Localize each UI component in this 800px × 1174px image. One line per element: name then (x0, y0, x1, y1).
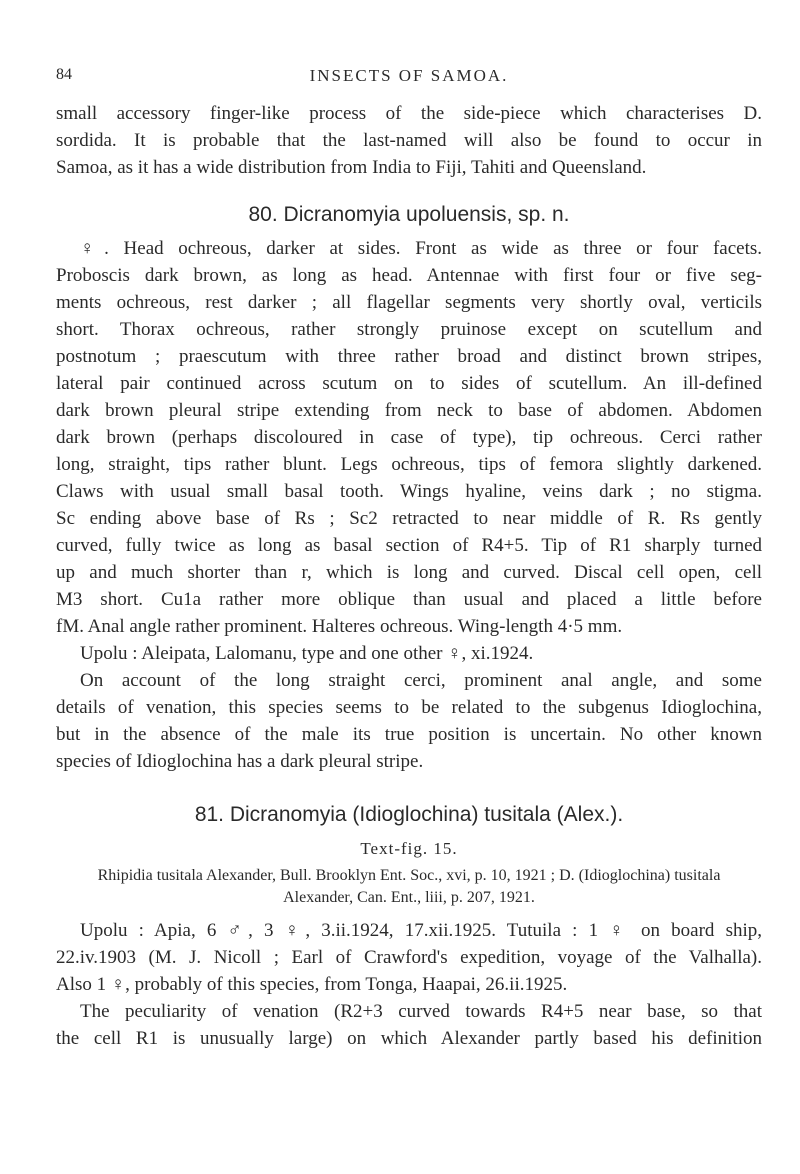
text-line: fM. Anal angle rather prominent. Halteres ochreous. Wing-length 4·5 mm. (56, 616, 623, 637)
text-line: On account of the long straight cerci, prominent anal angle, and some (80, 670, 762, 691)
reference-line: Rhipidia tusitala Alexander, Bull. Brooklyn Ent. Soc., xvi, p. 10, 1921 ; D. (Idioglochina) tusitala (97, 867, 721, 884)
text-line: long, straight, tips rather blunt. Legs ochreous, tips of femora slightly darkened. (56, 454, 762, 475)
text-line: Claws with usual small basal tooth. Wings hyaline, veins dark ; no stigma. (56, 481, 762, 502)
text-line: Upolu : Apia, 6 ♂, 3 ♀, 3.ii.1924, 17.xii.1925. Tutuila : 1 ♀ on board ship, (80, 920, 762, 941)
section-80-locality (56, 640, 762, 667)
text-line: lateral pair continued across scutum on to sides of scutellum. An ill-defined (56, 373, 762, 394)
text-line: dark brown pleural stripe extending from neck to base of abdomen. Abdomen (56, 400, 762, 421)
text-line: M3 short. Cu1a rather more oblique than usual and placed a little before (56, 589, 762, 610)
text-line: small accessory finger-like process of the side-piece which characterises D. (56, 103, 762, 124)
section-81-heading: 81. Dicranomyia (Idioglochina) tusitala (Alex.). (194, 803, 624, 826)
text-line: but in the absence of the male its true position is uncertain. No other known (56, 724, 762, 745)
text-line: Samoa, as it has a wide distribution from India to Fiji, Tahiti and Queensland. (56, 157, 647, 178)
text-line: curved, fully twice as long as basal section of R4+5. Tip of R1 sharply turned (56, 535, 762, 556)
text-figure-label: Text-fig. 15. (360, 839, 458, 858)
text-line: up and much shorter than r, which is long and curved. Discal cell open, cell (56, 562, 762, 583)
text-line: Upolu : Aleipata, Lalomanu, type and one other ♀, xi.1924. (80, 643, 534, 664)
text-line: ♀. Head ochreous, darker at sides. Front as wide as three or four facets. (80, 238, 762, 259)
text-line: short. Thorax ochreous, rather strongly pruinose except on scutellum and (56, 319, 762, 340)
section-80-heading: 80. Dicranomyia upoluensis, sp. n. (248, 203, 570, 226)
section-81-closing (56, 998, 762, 1052)
text-line: 22.iv.1903 (M. J. Nicoll ; Earl of Crawford's expedition, voyage of the Valhalla). (56, 947, 762, 968)
text-line: postnotum ; praescutum with three rather broad and distinct brown stripes, (56, 346, 762, 367)
text-line: The peculiarity of venation (R2+3 curved towards R4+5 near base, so that (80, 1001, 762, 1022)
synonymy-reference (56, 865, 762, 909)
page-header (56, 66, 762, 90)
section-80-description (56, 235, 762, 640)
page-number: 84 (56, 66, 72, 83)
text-line: Sc ending above base of Rs ; Sc2 retracted to near middle of R. Rs gently (56, 508, 762, 529)
section-81-locality (56, 917, 762, 998)
page-body (56, 100, 762, 1052)
text-line: dark brown (perhaps discoloured in case of type), tip ochreous. Cerci rather (56, 427, 762, 448)
text-line: Proboscis dark brown, as long as head. Antennae with first four or five seg- (56, 265, 762, 286)
text-line: details of venation, this species seems to be related to the subgenus Idioglochina, (56, 697, 762, 718)
text-line: sordida. It is probable that the last-named will also be found to occur in (56, 130, 762, 151)
running-title: INSECTS OF SAMOA. (309, 66, 509, 85)
text-line: the cell R1 is unusually large) on which Alexander partly based his definition (56, 1028, 762, 1049)
section-80-remark (56, 667, 762, 775)
intro-paragraph (56, 100, 762, 181)
text-line: species of Idioglochina has a dark pleural stripe. (56, 751, 424, 772)
text-line: Also 1 ♀, probably of this species, from Tonga, Haapai, 26.ii.1925. (56, 974, 568, 995)
reference-line: Alexander, Can. Ent., liii, p. 207, 1921. (283, 889, 535, 906)
text-line: ments ochreous, rest darker ; all flagellar segments very shortly oval, verticils (56, 292, 762, 313)
